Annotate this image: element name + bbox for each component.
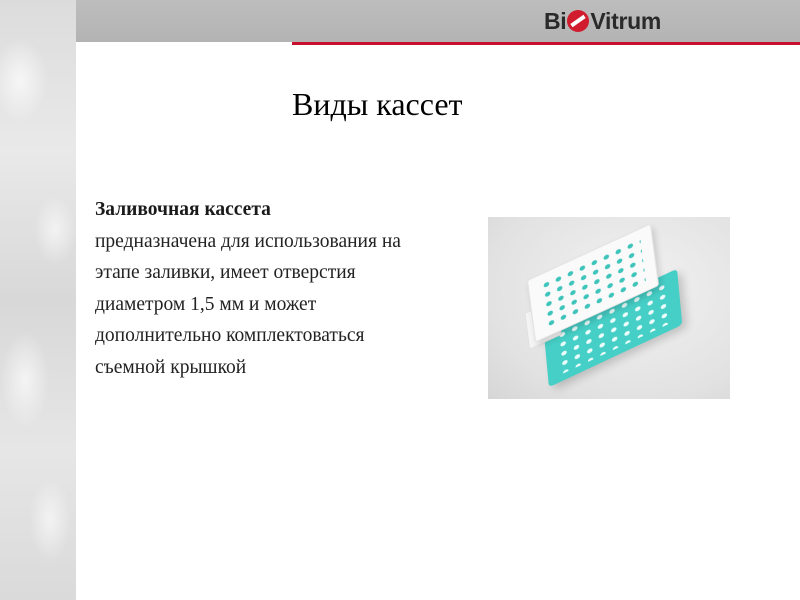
description-body: предназначена для использования на этапе заливки, имеет отверстия диаметром 1,5 мм и может дополнительно комплектоваться съемной крышкой [95, 230, 401, 378]
description-bold-term: Заливочная кассета [95, 199, 271, 220]
logo-text-right: Vitrum [590, 7, 662, 34]
header-bar [76, 0, 800, 42]
header-accent-line [292, 42, 800, 45]
description-text [95, 194, 415, 383]
biovitrum-logo [544, 6, 661, 36]
cassette-photo [488, 217, 730, 399]
logo-text-left: Bi [544, 7, 567, 34]
logo-o-mark-icon [567, 10, 589, 32]
slide-title: Виды кассет [292, 86, 463, 122]
decorative-side-strip [0, 0, 76, 600]
